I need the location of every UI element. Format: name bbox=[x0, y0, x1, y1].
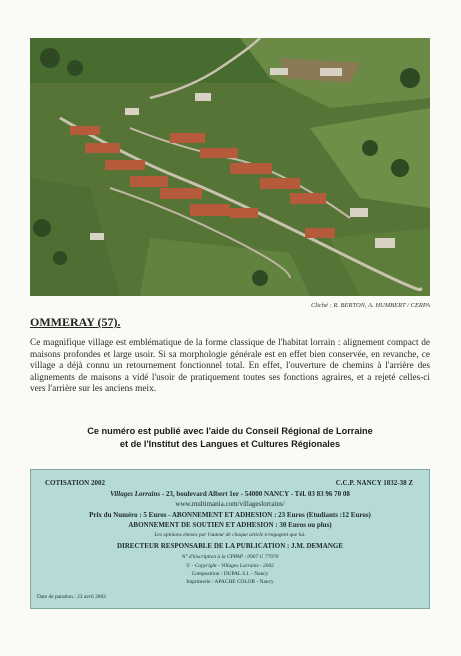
aerial-photo-illustration bbox=[30, 38, 430, 296]
photo-credit: Cliché : R. BERTON, A. HUMBERT / CERPA bbox=[310, 302, 430, 309]
abonnement-label: - ABONNEMENT ET ADHESION : 23 Euros (Etudiants :12 Euros) bbox=[166, 511, 371, 519]
article-paragraph: Ce magnifique village est emblématique de la forme classique de l'habitat lorrain : alignement compact de maisons profondes et large usoir. Si sa morphologie générale est en effet bien conservée, en revanche, ce village a déjà connu un retournement fonctionnel total. En effet, l'ouverture de chemins à l'arrière des alignements de maisons a vidé l'usoir de pratiquement toutes ses fonctions agraires, et a rejeté celles-ci vers l'arrière sur les anciens meix. bbox=[30, 338, 430, 395]
copyright-line: © - Copyright - Villages Lorrains - 2002 bbox=[186, 563, 274, 569]
address: - 23, boulevard Albert 1er - 54000 NANCY - Tél. 03 83 96 70 08 bbox=[160, 490, 350, 498]
prix-label: Prix du Numéro : 5 Euros bbox=[89, 511, 167, 519]
opinions-note: Les opinions émises par l'auteur de chaque article n'engagent que lui. bbox=[154, 532, 306, 538]
aerial-village-photo bbox=[30, 38, 430, 296]
support-notice bbox=[30, 425, 430, 451]
article-title: OMMERAY (57). bbox=[30, 315, 121, 329]
directeur-label: DIRECTEUR RESPONSABLE DE LA PUBLICATION : J.M. DEMANGE bbox=[116, 542, 344, 550]
imprimerie-line: Imprimerie : APACHE COLOR - Nancy bbox=[186, 579, 274, 585]
inscription-number: N° d'inscription à la CPPAP : 0907 G 77970 bbox=[181, 554, 279, 560]
subscription-box bbox=[30, 469, 430, 609]
ccp-label: C.C.P. NANCY 1832-38 Z bbox=[335, 479, 413, 487]
address-line bbox=[31, 490, 429, 498]
support-line-2: et de l'Institut des Langues et Cultures Régionales bbox=[119, 439, 341, 449]
prix-line bbox=[31, 511, 429, 519]
publication-date: Date de parution : 23 avril 2002 bbox=[37, 594, 106, 600]
cotisation-label: COTISATION 2002 bbox=[45, 479, 105, 487]
support-line-1: Ce numéro est publié avec l'aide du Conseil Régional de Lorraine bbox=[87, 426, 373, 436]
composition-line: Composition : DUPAL S.I. - Nancy bbox=[191, 571, 269, 577]
website-link[interactable]: www.multimania.com/villageslorrains/ bbox=[175, 500, 285, 508]
org-name: Villages Lorrains bbox=[110, 490, 161, 498]
soutien-label: ABONNEMENT DE SOUTIEN ET ADHESION : 30 Euros ou plus) bbox=[128, 521, 332, 529]
